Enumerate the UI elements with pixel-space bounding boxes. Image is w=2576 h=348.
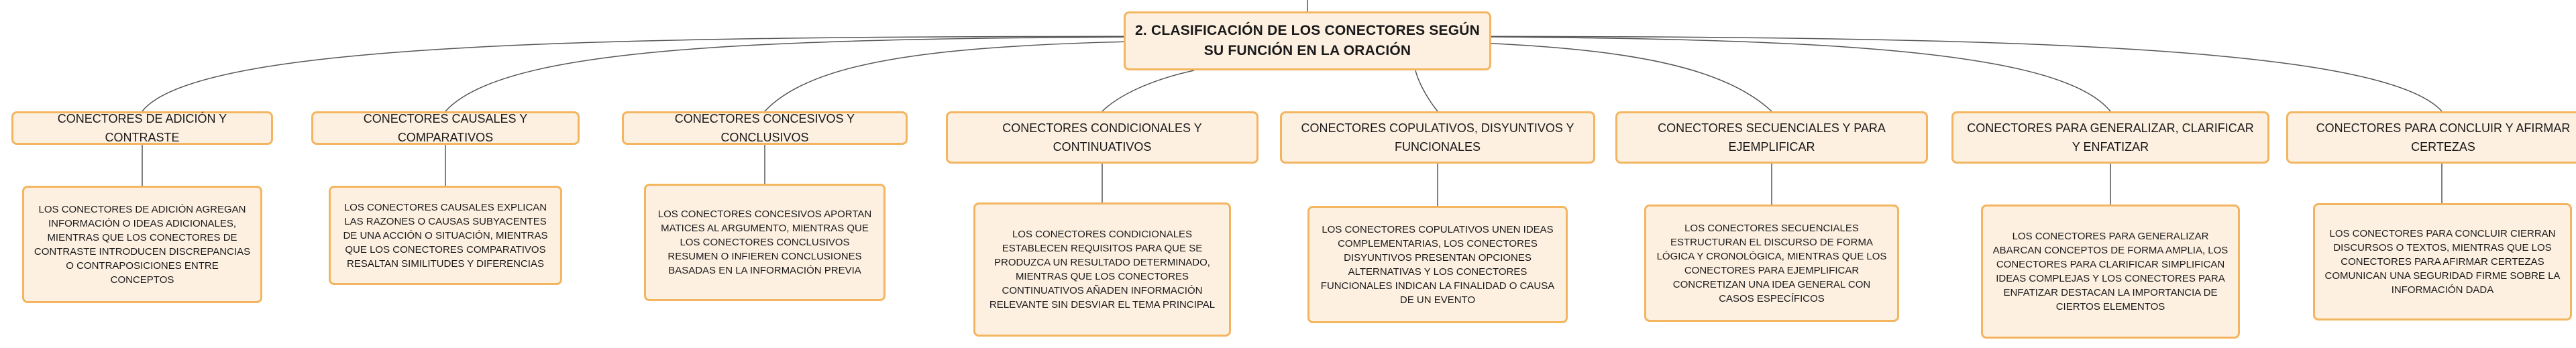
topic-concluir-afirmar[interactable] (2286, 111, 2576, 164)
topic-concesivos-conclusivos[interactable] (622, 111, 908, 145)
topic-condicionales-continuativos[interactable] (946, 111, 1258, 164)
description-text: LOS CONECTORES CONCESIVOS APORTAN MATICES AL ARGUMENTO, MIENTRAS QUE LOS CONECTORES CONCLUSIVOS RESUMEN O INFIEREN CONCLUSIONES BASADAS EN LA INFORMACIÓN PREVIA (657, 209, 872, 276)
topic-label: CONECTORES PARA CONCLUIR Y AFIRMAR CERTEZAS (2316, 121, 2571, 154)
topic-label: CONECTORES SECUENCIALES Y PARA EJEMPLIFICAR (1658, 121, 1886, 154)
description-secuenciales-ejemplificar[interactable] (1644, 205, 1899, 322)
topic-label: CONECTORES CONCESIVOS Y CONCLUSIVOS (674, 112, 855, 144)
topic-adicion-contraste[interactable] (11, 111, 273, 145)
topic-secuenciales-ejemplificar[interactable] (1615, 111, 1928, 164)
branch-line-5 (1415, 70, 1438, 111)
description-text: LOS CONECTORES CONDICIONALES ESTABLECEN REQUISITOS PARA QUE SE PRODUZCA UN RESULTADO DETERMINADO, MIENTRAS QUE LOS CONECTORES CONTINUATIVOS AÑADEN INFORMACIÓN RELEVANTE SIN DESVIAR EL TEMA PRINCIPAL (989, 229, 1216, 310)
description-text: LOS CONECTORES PARA GENERALIZAR ABARCAN CONCEPTOS DE FORMA AMPLIA, LOS CONECTORES PARA CLARIFICAR SIMPLIFICAN IDEAS COMPLEJAS Y LOS CONECTORES PARA ENFATIZAR DESTACAN LA IMPORTANCIA DE CIERTOS ELEMENTOS (1992, 231, 2229, 312)
root-topic[interactable] (1124, 11, 1491, 70)
description-text: LOS CONECTORES COPULATIVOS UNEN IDEAS COMPLEMENTARIAS, LOS CONECTORES DISYUNTIVOS PRESENTAN OPCIONES ALTERNATIVAS Y LOS CONECTORES FUNCIONALES INDICAN LA FINALIDAD O CAUSA DE UN EVENTO (1320, 223, 1555, 306)
description-copulativos-disyuntivos-funcionales[interactable] (1307, 206, 1568, 323)
root-topic-label: 2. CLASIFICACIÓN DE LOS CONECTORES SEGÚN SU FUNCIÓN EN LA ORACIÓN (1135, 23, 1480, 58)
topic-label: CONECTORES CAUSALES Y COMPARATIVOS (363, 112, 528, 144)
description-concluir-afirmar[interactable] (2313, 203, 2572, 321)
topic-causales-comparativos[interactable] (311, 111, 580, 145)
description-condicionales-continuativos[interactable] (973, 202, 1231, 337)
description-text: LOS CONECTORES PARA CONCLUIR CIERRAN DISCURSOS O TEXTOS, MIENTRAS QUE LOS CONECTORES PARA AFIRMAR CERTEZAS COMUNICAN UNA SEGURIDAD FIRME SOBRE LA INFORMACIÓN DADA (2324, 228, 2561, 296)
description-text: LOS CONECTORES CAUSALES EXPLICAN LAS RAZONES O CAUSAS SUBYACENTES DE UNA ACCIÓN O SITUACIÓN, MIENTRAS QUE LOS CONECTORES COMPARATIVOS RESALTAN SIMILITUDES Y DIFERENCIAS (343, 201, 548, 270)
description-generalizar-clarificar-enfatizar[interactable] (1981, 205, 2240, 339)
topic-label: CONECTORES PARA GENERALIZAR, CLARIFICAR Y ENFATIZAR (1967, 121, 2254, 154)
description-text: LOS CONECTORES SECUENCIALES ESTRUCTURAN EL DISCURSO DE FORMA LÓGICA Y CRONOLÓGICA, MIENTRAS QUE LOS CONECTORES PARA EJEMPLIFICAR CONCRETIZAN UNA IDEA GENERAL CON CASOS ESPECÍFICOS (1656, 222, 1887, 304)
topic-generalizar-clarificar-enfatizar[interactable] (1951, 111, 2269, 164)
topic-label: CONECTORES DE ADICIÓN Y CONTRASTE (57, 112, 227, 144)
topic-label: CONECTORES COPULATIVOS, DISYUNTIVOS Y FUNCIONALES (1301, 121, 1574, 154)
topic-copulativos-disyuntivos-funcionales[interactable] (1280, 111, 1595, 164)
description-causales-comparativos[interactable] (329, 186, 562, 285)
branch-line-4 (1102, 70, 1194, 111)
description-text: LOS CONECTORES DE ADICIÓN AGREGAN INFORMACIÓN O IDEAS ADICIONALES, MIENTRAS QUE LOS CONECTORES DE CONTRASTE INTRODUCEN DISCREPANCIAS O CONTRAPOSICIONES ENTRE CONCEPTOS (34, 203, 251, 286)
description-adicion-contraste[interactable] (22, 186, 262, 303)
description-concesivos-conclusivos[interactable] (644, 184, 885, 301)
topic-label: CONECTORES CONDICIONALES Y CONTINUATIVOS (1002, 121, 1202, 154)
